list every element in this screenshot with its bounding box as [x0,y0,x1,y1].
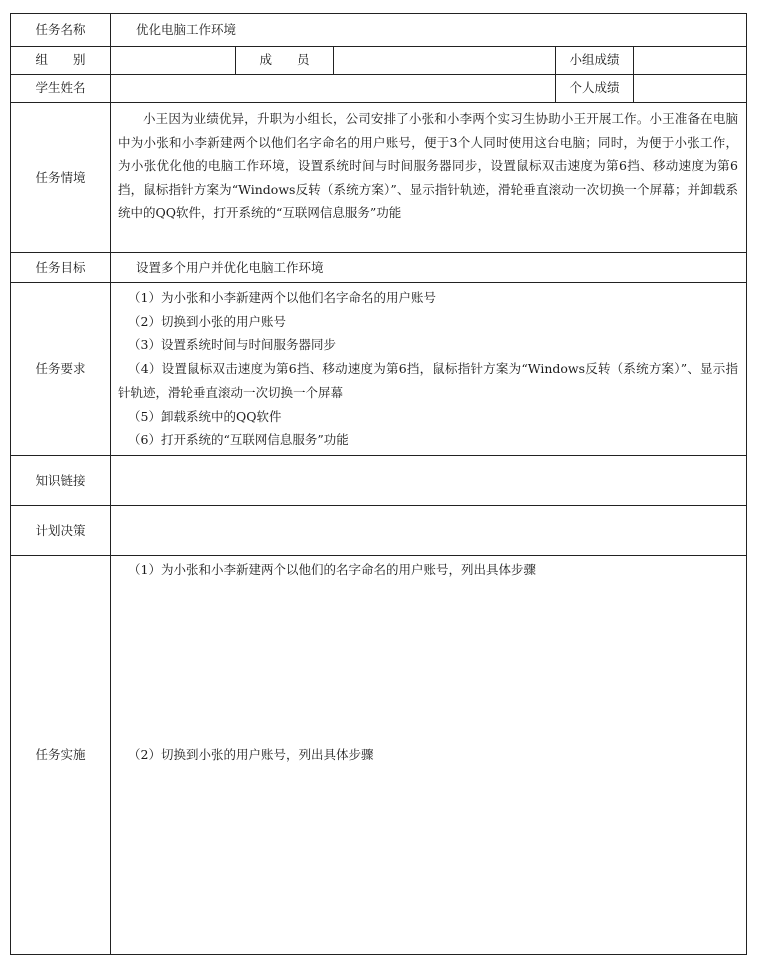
requirement-item: （3）设置系统时间与时间服务器同步 [128,337,336,353]
member-label: 成 员 [259,52,310,67]
rule [10,505,747,506]
implementation-label: 任务实施 [35,747,86,762]
requirement-item: （6）打开系统的“互联网信息服务”功能 [128,432,349,448]
rule [10,455,747,456]
rule [633,46,634,102]
requirement-item: （2）切换到小张的用户账号 [128,313,286,329]
rule-bottom [10,954,747,955]
requirement-item: （5）卸载系统中的QQ软件 [128,408,282,424]
rule [10,252,747,253]
scenario-text: 小王因为业绩优异，升职为小组长，公司安排了小张和小李两个实习生协助小王开展工作。小王准备在电脑中为小张和小李新建两个以他们名字命名的用户账号，便于3个人同时使用这台电脑；同时，为便于小张工作，为小张优化他的电脑工作环境，设置系统时间与时间服务器同步，设置鼠标双击速度为第6挡、移动速度为第6挡，鼠标指针方案为“Windows反转（系统方案）”、显示指针轨迹，滑轮垂直滚动一次切换一个屏幕；并卸载系统中的QQ软件，打开系统的“互联网信息服务”功能 [118,111,738,221]
task-name-value: 优化电脑工作环境 [136,22,237,37]
goal-text: 设置多个用户并优化电脑工作环境 [136,260,324,275]
requirement-item: （4）设置鼠标双击速度为第6挡、移动速度为第6挡，鼠标指针方案为“Windows反转（系统方案）”、显示指针轨迹，滑轮垂直滚动一次切换一个屏幕 [118,361,738,400]
rule [333,46,334,74]
knowledge-label: 知识链接 [35,473,86,488]
rule-label-column [110,13,111,955]
plan-label: 计划决策 [35,523,86,538]
rule [10,102,747,103]
rule [10,46,747,47]
student-name-label: 学生姓名 [35,80,86,95]
rule [10,555,747,556]
scenario-label: 任务情境 [35,170,86,185]
implementation-step: （2）切换到小张的用户账号，列出具体步骤 [128,747,374,762]
group-score-label: 小组成绩 [569,52,620,67]
personal-score-label: 个人成绩 [569,80,620,95]
rule [10,282,747,283]
requirement-item: （1）为小张和小李新建两个以他们名字命名的用户账号 [128,290,436,305]
group-label: 组 别 [35,52,86,67]
rule-right [746,13,747,955]
implementation-step: （1）为小张和小李新建两个以他们的名字命名的用户账号，列出具体步骤 [128,562,536,577]
rule [10,74,747,75]
requirements-list [118,286,738,452]
rule-top [10,13,747,14]
requirements-label: 任务要求 [35,361,86,376]
task-name-label: 任务名称 [35,22,86,37]
goal-label: 任务目标 [35,260,86,275]
task-sheet-table [10,13,747,955]
